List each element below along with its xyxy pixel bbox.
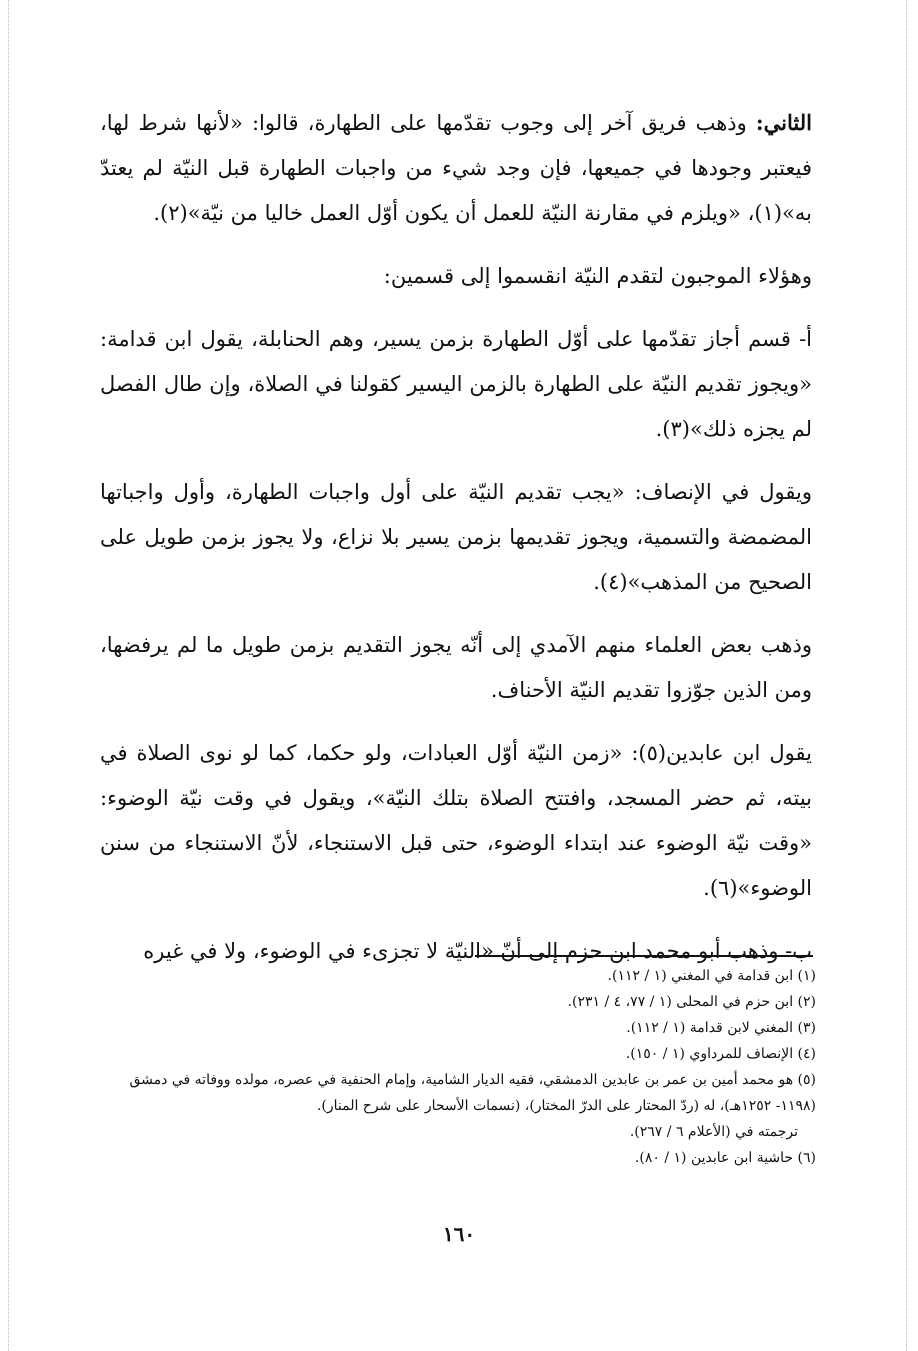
footnote: (٤) الإنصاف للمرداوي (١ / ١٥٠). bbox=[625, 1046, 816, 1062]
paragraph-text: وهؤلاء الموجبون لتقدم النيّة انقسموا إلى قسمين: bbox=[383, 264, 812, 288]
paragraph bbox=[100, 254, 812, 299]
page-edge-right bbox=[906, 0, 907, 1351]
footnote-rule bbox=[475, 955, 813, 957]
paragraph bbox=[100, 317, 812, 452]
paragraph-text: ب- وذهب أبو محمد ابن حزم إلى أنّ «النيّة لا تجزىء في الوضوء، ولا في غيره bbox=[143, 939, 812, 963]
paragraph bbox=[100, 470, 812, 605]
paragraph bbox=[100, 623, 812, 713]
footnote: (٣) المغني لابن قدامة (١ / ١١٢). bbox=[626, 1020, 816, 1036]
paragraph-text: ويقول في الإنصاف: «يجب تقديم النيّة على أول واجبات الطهارة، وأول واجباتها المضمضة والتسمية، ويجوز تقديمها بزمن يسير بلا نزاع، ولا يجوز بزمن طويل على الصحيح من المذهب»(٤). bbox=[100, 480, 812, 594]
paragraph bbox=[100, 100, 812, 236]
paragraph-text: وذهب فريق آخر إلى وجوب تقدّمها على الطهارة، قالوا: «لأنها شرط لها، فيعتبر وجودها في جميعها، فإن وجد شيء من واجبات الطهارة قبل النيّة لم يعتدّ به»(١)، «ويلزم في مقارنة النيّة للعمل أن يكون أوّل العمل خاليا من نيّة»(٢). bbox=[100, 111, 812, 225]
page-number: ١٦٠ bbox=[442, 1222, 476, 1246]
footnote: (١) ابن قدامة في المغني (١ / ١١٢). bbox=[607, 968, 816, 984]
paragraph-text: يقول ابن عابدين(٥): «زمن النيّة أوّل العبادات، ولو حكما، كما لو نوى الصلاة في بيته، ثم حضر المسجد، وافتتح الصلاة بتلك النيّة»، ويقول في وقت نيّة الوضوء: «وقت نيّة الوضوء عند ابتداء الوضوء، حتى قبل الاستنجاء، لأنّ الاستنجاء من سنن الوضوء»(٦). bbox=[100, 741, 812, 900]
footnote: ترجمته في (الأعلام ٦ / ٢٦٧). bbox=[629, 1124, 798, 1140]
footnote: (٢) ابن حزم في المحلى (١ / ٧٧، ٤ / ٢٣١). bbox=[567, 994, 816, 1010]
footnotes bbox=[96, 963, 816, 1171]
paragraph-lead: الثاني: bbox=[755, 110, 812, 135]
main-text bbox=[100, 100, 812, 992]
paragraph-text: أ- قسم أجاز تقدّمها على أوّل الطهارة بزمن يسير، وهم الحنابلة، يقول ابن قدامة: «ويجوز تقديم النيّة على الطهارة بالزمن اليسير كقولنا في الصلاة، وإن طال الفصل لم يجزه ذلك»(٣). bbox=[100, 327, 812, 441]
footnote: (٥) هو محمد أمين بن عمر بن عابدين الدمشقي، فقيه الديار الشامية، وإمام الحنفية في عصره، مولده ووفاته في دمشق (١١٩٨- ١٢٥٢هـ)، له (ردّ المحتار على الدرّ المختار)، (نسمات الأسحار على شرح المنار). bbox=[129, 1072, 816, 1114]
footnote: (٦) حاشية ابن عابدين (١ / ٨٠). bbox=[634, 1150, 816, 1166]
paragraph bbox=[100, 731, 812, 911]
paragraph-text: وذهب بعض العلماء منهم الآمدي إلى أنّه يجوز التقديم بزمن طويل ما لم يرفضها، ومن الذين جوّزوا تقديم النيّة الأحناف. bbox=[100, 633, 812, 702]
page-edge-left bbox=[8, 0, 9, 1351]
